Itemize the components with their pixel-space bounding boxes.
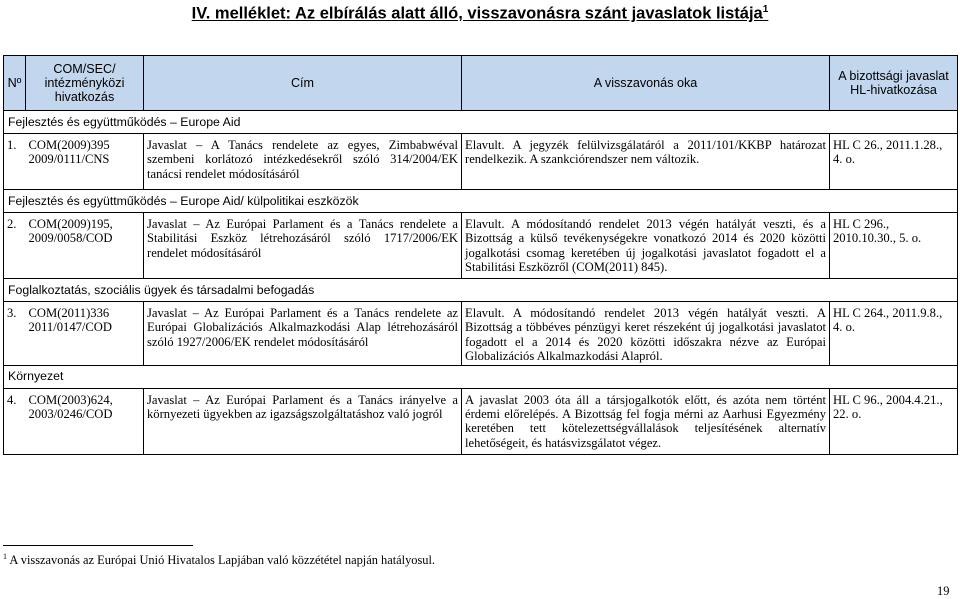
- section-heading: Környezet: [4, 365, 958, 388]
- footnote: [3, 552, 435, 568]
- row-reason: Elavult. A módosítandó rendelet 2013 végén hatályát veszti, és a Bizottság a külső tevékenységekre vonatkozó 2014 és 2020 közötti jogalkotási csomag keretében új jogalkotási javaslatot fogadott el a Stabilitási Eszközről (COM(2011) 845).: [462, 213, 830, 279]
- header-reason: A visszavonás oka: [462, 56, 830, 111]
- section-heading: Fejlesztés és együttműködés – Europe Aid: [4, 111, 958, 134]
- header-title: Cím: [144, 56, 462, 111]
- row-number: 4.: [4, 388, 26, 454]
- row-oj: HL C 296., 2010.10.30., 5. o.: [830, 213, 958, 279]
- table-row: [4, 388, 958, 454]
- page-title-text: IV. melléklet: Az elbírálás alatt álló, visszavonásra szánt javaslatok listája: [191, 4, 763, 23]
- section-heading-row: [4, 111, 958, 134]
- header-ref: COM/SEC/ intézményközi hivatkozás: [26, 56, 144, 111]
- row-ref: COM(2009)195, 2009/0058/COD: [26, 213, 144, 279]
- table-row: [4, 134, 958, 190]
- section-heading-row: [4, 279, 958, 302]
- table-header-row: [4, 56, 958, 111]
- row-number: 2.: [4, 213, 26, 279]
- footnote-separator: [3, 545, 193, 546]
- row-title: Javaslat – Az Európai Parlament és a Tanács rendelete az Európai Globalizációs Alkalmazkodási Alap létrehozásáról szóló 1927/2006/EK rendelet módosításáról: [144, 302, 462, 366]
- withdrawal-proposals-table: [3, 55, 958, 455]
- table-row: [4, 302, 958, 366]
- row-number: 1.: [4, 134, 26, 190]
- table-row: [4, 213, 958, 279]
- row-reason: Elavult. A módosítandó rendelet 2013 végén hatályát veszti. A Bizottság a többéves pénzügyi keret részeként új jogalkotási javaslatot fogadott el a 2014 és 2020 közötti időszakra nézve az Európai Globalizációs Alkalmazkodási Alapról.: [462, 302, 830, 366]
- row-title: Javaslat – A Tanács rendelete az egyes, Zimbabwéval szembeni korlátozó intézkedésekről szóló 314/2004/EK tanácsi rendelet módosításáról: [144, 134, 462, 190]
- row-oj: HL C 96., 2004.4.21., 22. o.: [830, 388, 958, 454]
- section-heading: Foglalkoztatás, szociális ügyek és társadalmi befogadás: [4, 279, 958, 302]
- row-reason: A javaslat 2003 óta áll a társjogalkotók előtt, és azóta nem történt érdemi előrelépés. A Bizottság fel fogja mérni az Aarhusi Egyezmény keretében tett kötelezettségvállalások teljesítésének alternatív lehetőségeit, és hatásvizsgálatot végez.: [462, 388, 830, 454]
- section-heading-row: [4, 365, 958, 388]
- page-title: [0, 4, 960, 24]
- row-oj: HL C 26., 2011.1.28., 4. o.: [830, 134, 958, 190]
- row-title: Javaslat – Az Európai Parlament és a Tanács irányelve a környezeti ügyekben az igazságszolgáltatáshoz való jogról: [144, 388, 462, 454]
- row-title: Javaslat – Az Európai Parlament és a Tanács rendelete a Stabilitási Eszköz létrehozásáról szóló 1717/2006/EK rendelet módosításáról: [144, 213, 462, 279]
- row-oj: HL C 264., 2011.9.8., 4. o.: [830, 302, 958, 366]
- section-heading-row: [4, 190, 958, 213]
- header-oj: A bizottsági javaslat HL-hivatkozása: [830, 56, 958, 111]
- row-ref: COM(2003)624, 2003/0246/COD: [26, 388, 144, 454]
- row-number: 3.: [4, 302, 26, 366]
- footnote-text: A visszavonás az Európai Unió Hivatalos Lapjában való közzététel napján hatályosul.: [7, 553, 436, 568]
- row-ref: COM(2009)395 2009/0111/CNS: [26, 134, 144, 190]
- header-no: Nº: [4, 56, 26, 111]
- title-footnote-ref: 1: [762, 4, 769, 15]
- page-number: 19: [937, 584, 950, 598]
- row-ref: COM(2011)336 2011/0147/COD: [26, 302, 144, 366]
- section-heading: Fejlesztés és együttműködés – Europe Aid/ külpolitikai eszközök: [4, 190, 958, 213]
- row-reason: Elavult. A jegyzék felülvizsgálatáról a 2011/101/KKBP határozat rendelkezik. A szankciórendszer nem változik.: [462, 134, 830, 190]
- footnote-number: 1: [3, 552, 7, 561]
